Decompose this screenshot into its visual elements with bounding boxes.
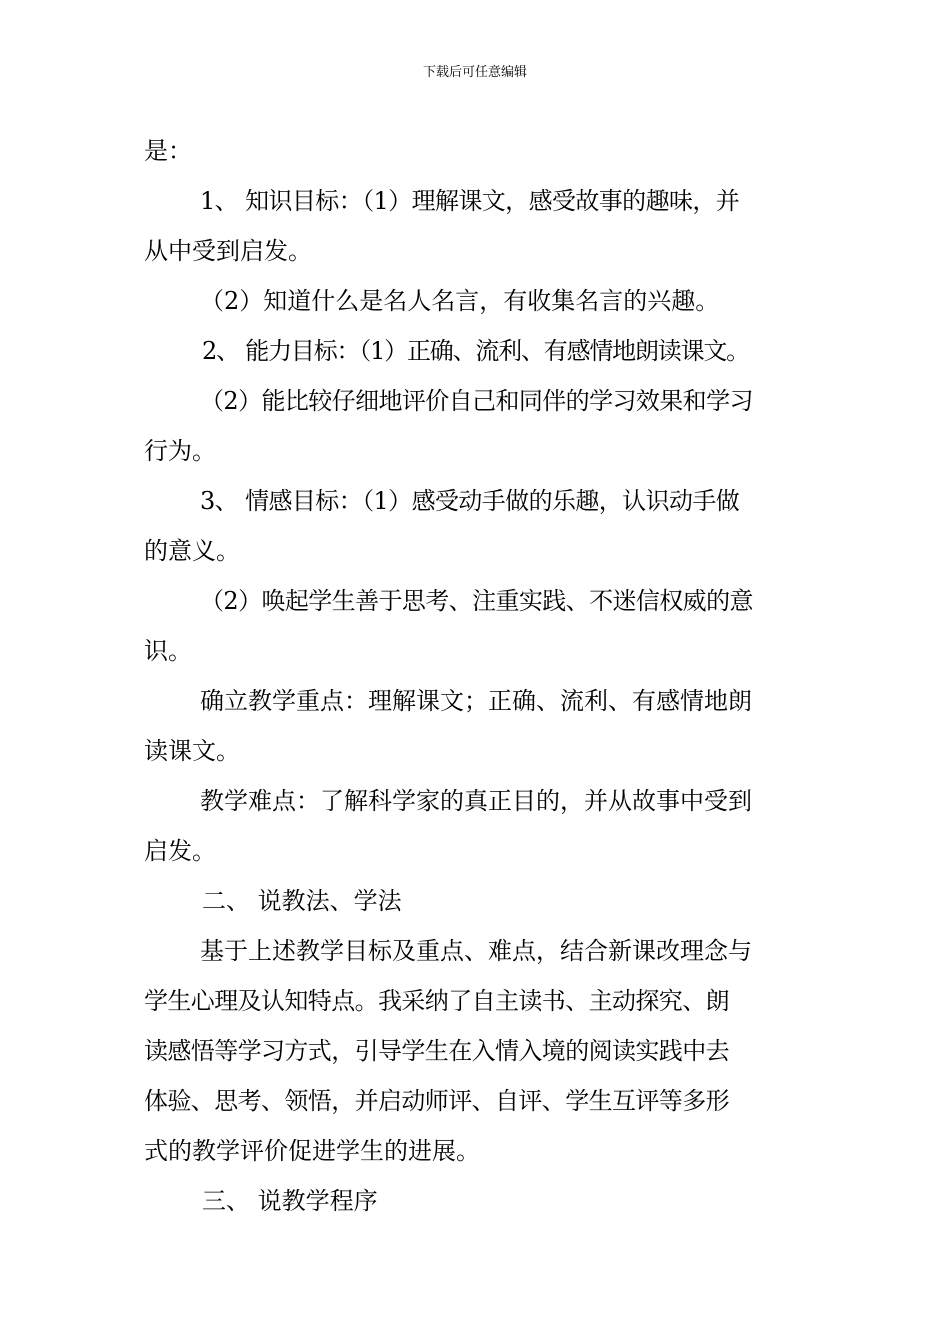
text-line: 体验、思考、领悟，并启动师评、自评、学生互评等多形 [144,1087,729,1115]
list-item-emotion-goal: 3、 情感目标：（1）感受动手做的乐趣，认识动手做 [200,487,740,515]
text-line: （2）能比较仔细地评价自己和同伴的学习效果和学习 [200,387,753,415]
teaching-difficulty-line: 教学难点：了解科学家的真正目的，并从故事中受到 [200,787,752,815]
page-header: 下载后可任意编辑 [422,65,527,80]
text-line: 启发。 [144,837,216,865]
text-line: 学生心理及认知特点。我采纳了自主读书、主动探究、朗 [144,987,729,1015]
text-line: 式的教学评价促进学生的进展。 [144,1137,480,1165]
text-line: 的意义。 [144,537,240,565]
text-line: 识。 [144,637,192,665]
text-line: （2）知道什么是名人名言，有收集名言的兴趣。 [200,287,720,315]
text-line: 从中受到启发。 [144,237,312,265]
text-line: （2）唤起学生善于思考、注重实践、不迷信权威的意 [200,587,753,615]
text-line: 读课文。 [144,737,240,765]
section-heading-procedure: 三、 说教学程序 [202,1187,378,1215]
list-item-knowledge-goal: 1、 知识目标：（1）理解课文，感受故事的趣味，并 [200,187,740,215]
text-line: 基于上述教学目标及重点、难点，结合新课改理念与 [200,937,752,965]
document-body [144,126,808,1226]
text-line: 行为。 [144,437,216,465]
list-item-ability-goal: 2、 能力目标：（1）正确、流利、有感情地朗读课文。 [202,337,749,365]
teaching-focus-line: 确立教学重点：理解课文；正确、流利、有感情地朗 [200,687,752,715]
text-line: 是： [144,137,192,165]
text-line: 读感悟等学习方式，引导学生在入情入境的阅读实践中去 [144,1037,729,1065]
section-heading-methods: 二、 说教法、学法 [202,887,402,915]
